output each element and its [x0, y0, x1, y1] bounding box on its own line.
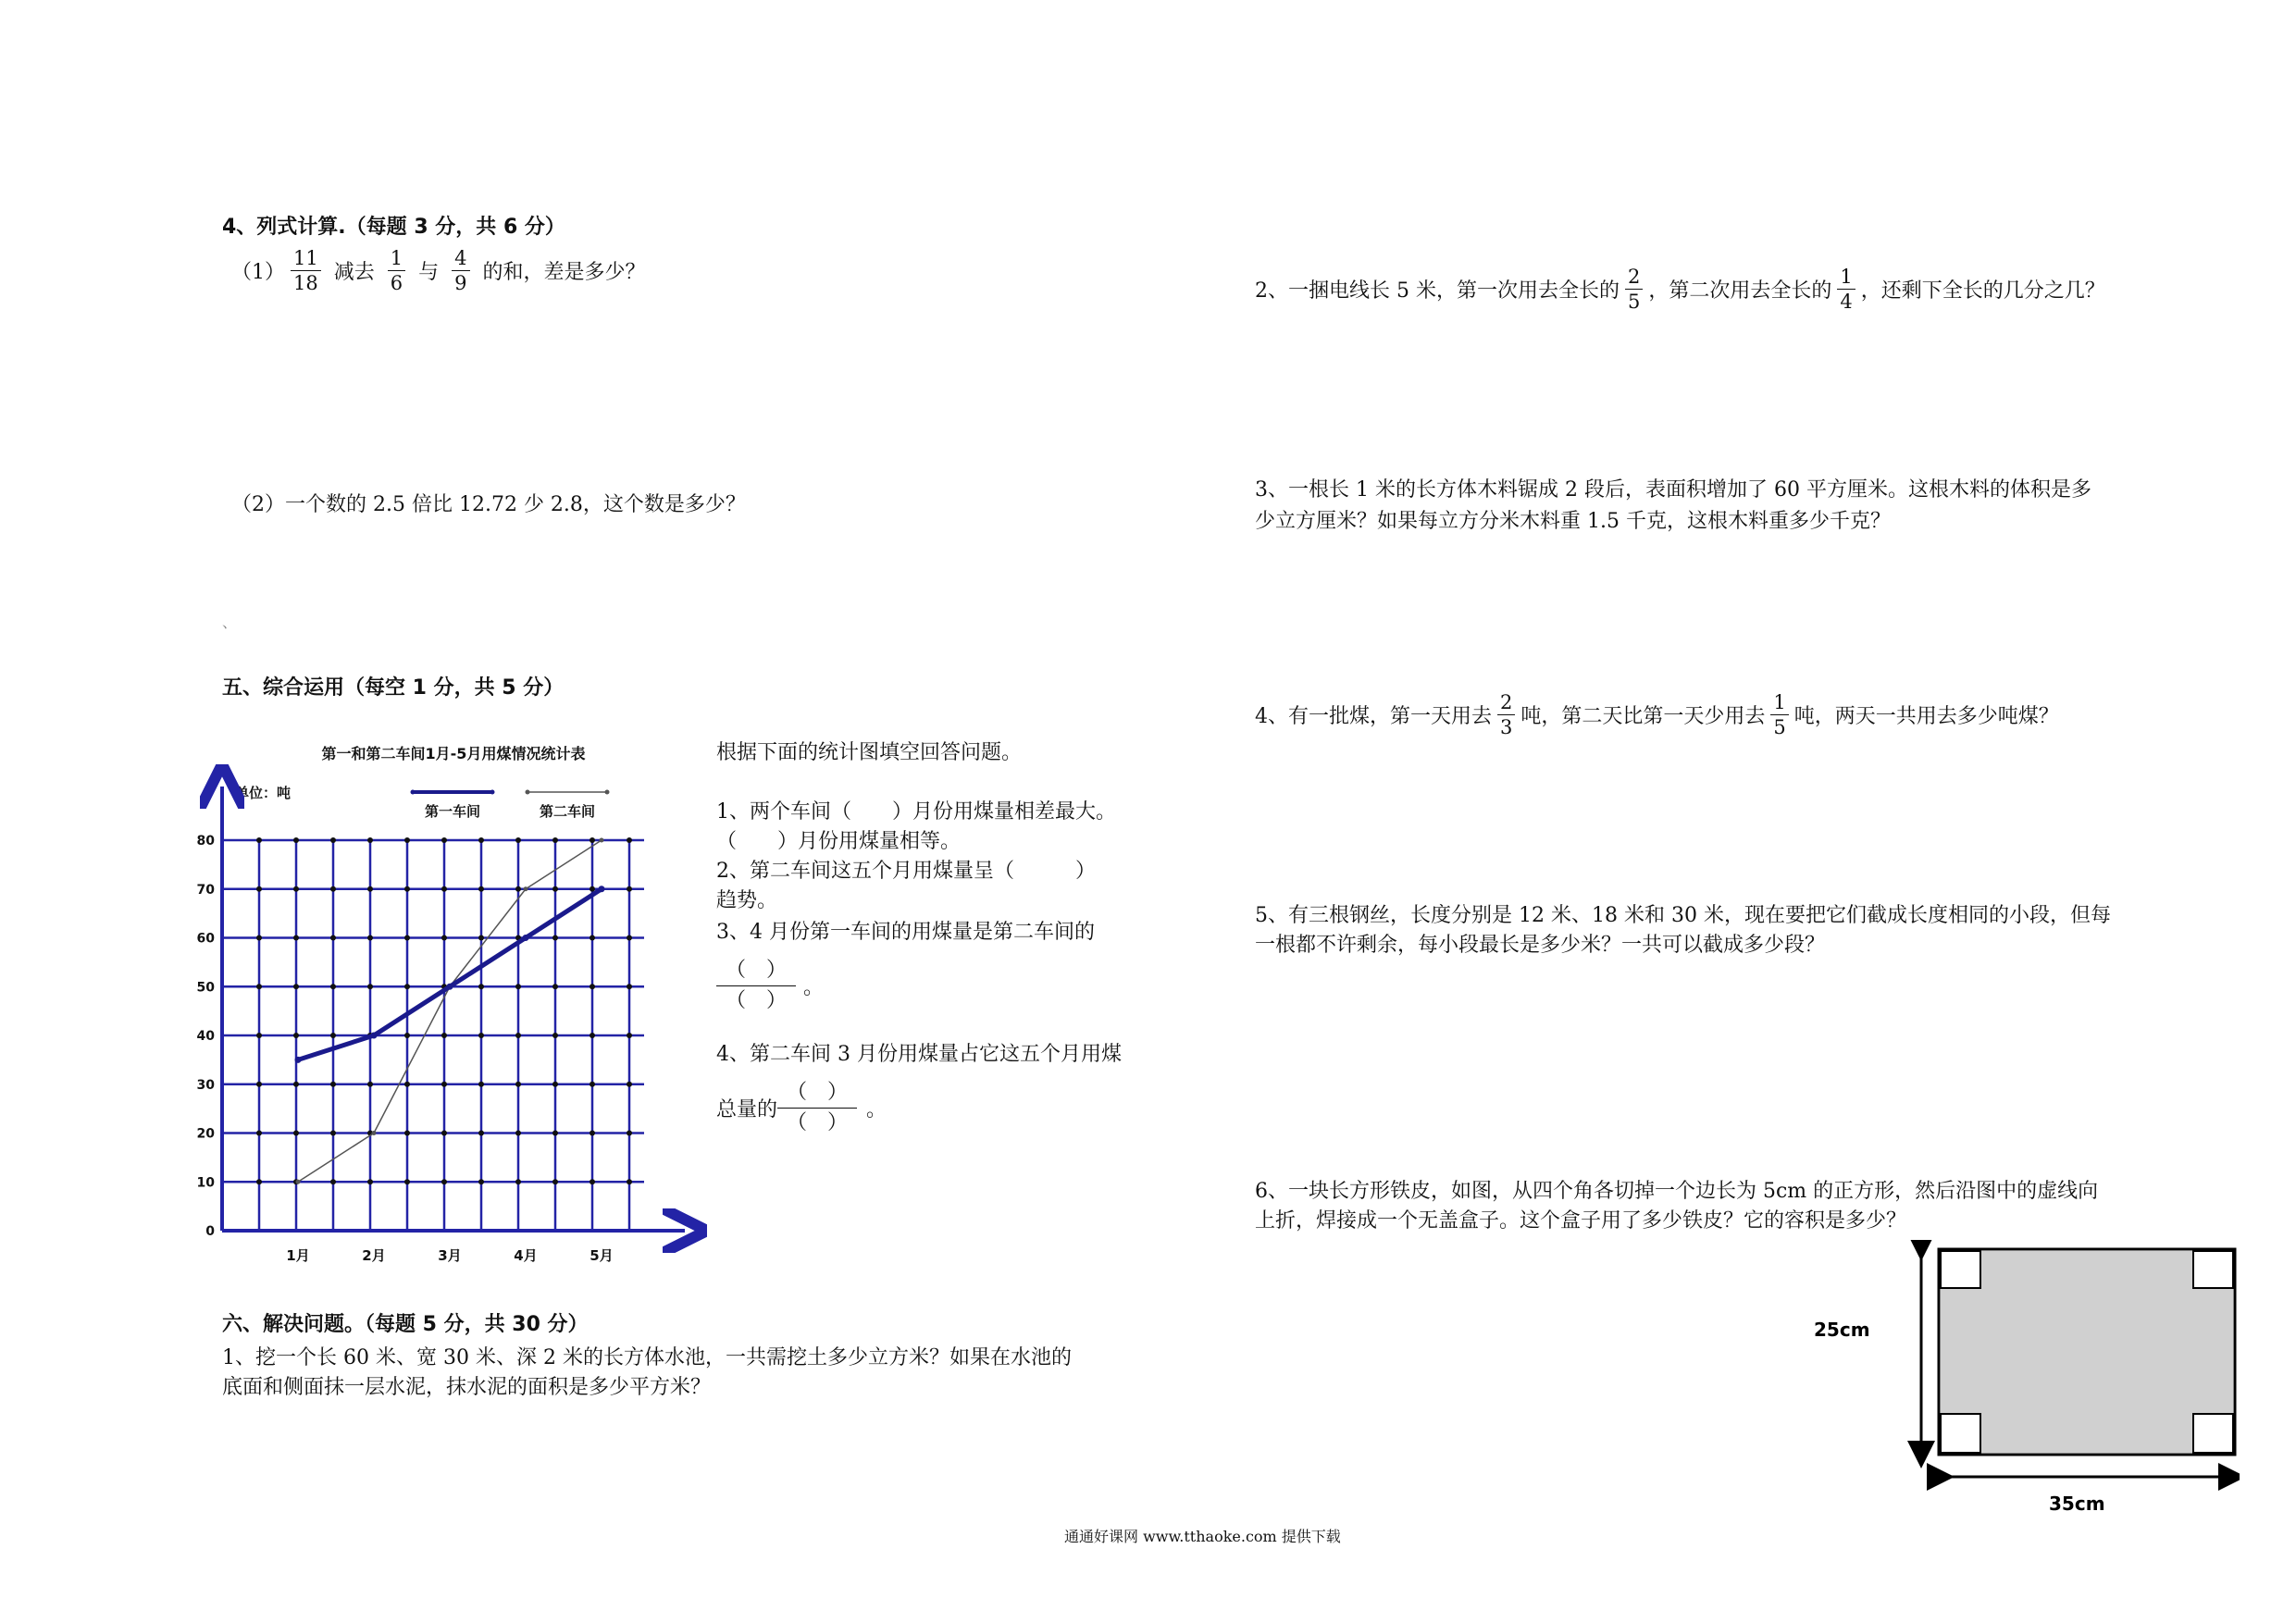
grid-dot	[404, 1082, 410, 1087]
legend-dot-end-2	[605, 790, 610, 795]
question-1-tail: 的和，差是多少？	[482, 261, 646, 285]
grid-dot	[404, 984, 410, 989]
grid-dot	[441, 1082, 447, 1087]
grid-dot	[552, 935, 558, 941]
grid-dot	[627, 935, 632, 941]
grid-dot	[552, 837, 558, 843]
grid-dot	[590, 1033, 595, 1038]
fill-question-4a: 4、第二车间 3 月份用煤量占它这五个月用煤	[716, 1043, 1122, 1066]
iron-sheet-svg	[1814, 1240, 2240, 1518]
grid-dot	[256, 837, 262, 843]
fill-question-4-prefix: 总量的	[716, 1098, 778, 1122]
right-question-3-line-1: 3、一根长 1 米的长方体木料锯成 2 段后，表面积增加了 60 平方厘米。这根木料的体积是多	[1255, 478, 2091, 502]
grid-dot	[627, 1082, 632, 1087]
iron-sheet-diagram	[1814, 1240, 2240, 1518]
grid-dot	[256, 1179, 262, 1184]
grid-dot	[367, 935, 373, 941]
grid-dot	[330, 837, 336, 843]
y-tick-label: 70	[196, 882, 215, 898]
right-question-4-text-b: 吨，第二天比第一天少用去	[1520, 705, 1766, 729]
grid-dot	[590, 984, 595, 989]
grid-dot	[627, 984, 632, 989]
grid-dot	[293, 1033, 299, 1038]
fill-question-3-end: 。	[803, 976, 825, 1000]
grid-dot	[515, 1179, 521, 1184]
grid-dot	[590, 837, 595, 843]
section-5-heading: 五、综合运用（每空 1 分，共 5 分）	[222, 676, 565, 700]
fill-question-1a: 1、两个车间（ ）月份用煤量相差最大。	[716, 800, 1116, 824]
grid-dot	[478, 837, 484, 843]
grid-dot	[256, 1082, 262, 1087]
grid-dot	[478, 984, 484, 989]
grid-dot	[256, 886, 262, 892]
grid-dot	[404, 886, 410, 892]
grid-dot	[590, 935, 595, 941]
grid-dot	[404, 1131, 410, 1136]
grid-dot	[478, 886, 484, 892]
chart-title: 第一和第二车间1月-5月用煤情况统计表	[321, 745, 586, 762]
fill-question-3-answer	[716, 959, 824, 1014]
section-6-heading: 六、解决问题。（每题 5 分，共 30 分）	[222, 1313, 589, 1336]
fraction-1-4: $\frac{1}{4}$	[1837, 266, 1855, 312]
grid-dot	[256, 1033, 262, 1038]
grid-dot	[256, 1131, 262, 1136]
y-tick-label: 10	[196, 1175, 215, 1191]
grid-dot	[330, 984, 336, 989]
grid-dot	[627, 837, 632, 843]
grid-dot	[441, 1033, 447, 1038]
height-label: 25cm	[1814, 1319, 1870, 1341]
question-1-label: （1）	[231, 261, 285, 285]
grid-dot	[552, 1082, 558, 1087]
grid-dot	[367, 1179, 373, 1184]
grid-dot	[441, 1131, 447, 1136]
grid-dot	[404, 1179, 410, 1184]
grid-dot	[293, 1082, 299, 1087]
fraction-2-3: $\frac{2}{3}$	[1497, 692, 1515, 737]
legend-label-2: 第二车间	[539, 803, 596, 820]
right-question-4-text-c: 吨，两天一共用去多少吨煤？	[1793, 705, 2059, 729]
series-point-1	[523, 935, 529, 941]
y-tick-label: 20	[196, 1126, 215, 1142]
question-1-and: 与	[418, 261, 440, 285]
grid-dot	[590, 1179, 595, 1184]
grid-dot	[478, 1082, 484, 1087]
right-question-2-text-c: ，还剩下全长的几分之几？	[1860, 279, 2105, 304]
grid-dot	[367, 886, 373, 892]
question-1-minus: 减去	[333, 261, 375, 285]
chart-intro: 根据下面的统计图填空回答问题。	[716, 741, 1023, 764]
grid-dot	[478, 1033, 484, 1038]
series-point-2	[372, 1131, 377, 1135]
grid-dot	[552, 984, 558, 989]
fraction-4-9: $\frac{4}{9}$	[452, 248, 469, 293]
grid-dot	[515, 886, 521, 892]
grid-dot	[330, 1082, 336, 1087]
grid-dot	[552, 1131, 558, 1136]
grid-dot	[515, 1131, 521, 1136]
corner-square-bottom-right	[2193, 1414, 2233, 1453]
right-question-4	[1255, 692, 2059, 737]
grid-dot	[515, 1082, 521, 1087]
fraction-11-18: $\frac{11}{18}$	[291, 248, 321, 293]
corner-square-top-right	[2193, 1251, 2233, 1288]
grid-dot	[441, 935, 447, 941]
x-tick-label: 4月	[514, 1247, 538, 1264]
grid-dot	[293, 935, 299, 941]
fill-question-4-answer	[716, 1081, 887, 1136]
grid-dot	[293, 1131, 299, 1136]
series-point-2	[600, 838, 604, 843]
width-label: 35cm	[2049, 1493, 2105, 1515]
grid-dot	[293, 837, 299, 843]
grid-dot	[441, 886, 447, 892]
y-tick-label: 80	[196, 834, 215, 849]
series-point-1	[447, 984, 453, 990]
series-point-2	[524, 886, 528, 891]
right-question-6-line-2: 上折，焊接成一个无盖盒子。这个盒子用了多少铁皮？它的容积是多少？	[1255, 1209, 1907, 1233]
grid-dot	[330, 935, 336, 941]
grid-dot	[515, 1033, 521, 1038]
x-tick-label: 3月	[438, 1247, 462, 1264]
grid-dot	[330, 1033, 336, 1038]
series-point-2	[296, 1180, 301, 1184]
grid-dot	[330, 1131, 336, 1136]
question-2: （2）一个数的 2.5 倍比 12.72 少 2.8，这个数是多少？	[231, 493, 746, 516]
x-tick-label: 5月	[590, 1247, 614, 1264]
chart-unit-label: 单位：吨	[235, 785, 292, 801]
legend-label-1: 第一车间	[424, 803, 481, 820]
fraction-1-6: $\frac{1}{6}$	[388, 248, 405, 293]
grid-dot	[590, 886, 595, 892]
chart-svg	[194, 731, 713, 1277]
grid-dot	[478, 1131, 484, 1136]
fill-question-2b: 趋势。	[716, 889, 778, 912]
grid-dot	[404, 837, 410, 843]
fill-question-4-end: 。	[866, 1098, 887, 1122]
grid-dot	[256, 935, 262, 941]
coal-usage-chart	[194, 731, 713, 1277]
sheet-shaded-area	[1941, 1251, 2233, 1453]
x-tick-label: 2月	[362, 1247, 386, 1264]
y-tick-label: 60	[196, 931, 215, 947]
corner-square-top-left	[1941, 1251, 1980, 1288]
grid-dot	[478, 935, 484, 941]
grid-dot	[552, 1179, 558, 1184]
right-question-3-line-2: 少立方厘米？如果每立方分米木料重 1.5 千克，这根木料重多少千克？	[1255, 510, 1891, 533]
blank-fraction-4[interactable]: $\frac{( )}{( )}$	[777, 1081, 857, 1136]
y-tick-label: 0	[205, 1224, 215, 1239]
right-question-4-text-a: 4、有一批煤，第一天用去	[1255, 705, 1492, 729]
series-point-1	[371, 1033, 378, 1039]
fraction-2-5: $\frac{2}{5}$	[1625, 266, 1643, 312]
legend-dot-start-1	[411, 790, 416, 795]
grid-dot	[441, 1179, 447, 1184]
legend-dot-end-1	[490, 790, 495, 795]
section-6-question-1-line-2: 底面和侧面抹一层水泥，抹水泥的面积是多少平方米？	[222, 1376, 712, 1399]
grid-dot	[367, 984, 373, 989]
series-point-1	[599, 886, 605, 892]
grid-dot	[627, 886, 632, 892]
grid-dot	[590, 1082, 595, 1087]
grid-dot	[478, 1179, 484, 1184]
fraction-1-5: $\frac{1}{5}$	[1770, 692, 1788, 737]
grid-dot	[293, 886, 299, 892]
footer-credit: 通通好课网 www.tthaoke.com 提供下载	[1064, 1528, 1341, 1545]
fill-question-2a: 2、第二车间这五个月用煤量呈（ ）	[716, 860, 1096, 883]
corner-square-bottom-left	[1941, 1414, 1980, 1453]
section-4-heading: 4、列式计算.（每题 3 分，共 6 分）	[222, 216, 565, 239]
grid-dot	[367, 1082, 373, 1087]
grid-dot	[404, 935, 410, 941]
blank-fraction-3[interactable]: $\frac{( )}{( )}$	[716, 959, 796, 1014]
fill-question-1b: （ ）月份用煤量相等。	[716, 830, 962, 853]
grid-dot	[256, 984, 262, 989]
grid-dot	[627, 1131, 632, 1136]
grid-dot	[627, 1179, 632, 1184]
grid-dot	[515, 984, 521, 989]
grid-dot	[367, 837, 373, 843]
y-tick-label: 50	[196, 980, 215, 996]
stray-mark: 、	[222, 613, 238, 631]
series-point-1	[295, 1057, 302, 1063]
right-question-5-line-1: 5、有三根钢丝，长度分别是 12 米、18 米和 30 米，现在要把它们截成长度相同的小段，但每	[1255, 904, 2111, 927]
right-question-6-line-1: 6、一块长方形铁皮，如图，从四个角各切掉一个边长为 5cm 的正方形，然后沿图中的虚线向	[1255, 1180, 2099, 1203]
grid-dot	[627, 1033, 632, 1038]
grid-dot	[552, 886, 558, 892]
right-question-2	[1255, 266, 2105, 312]
grid-dot	[441, 837, 447, 843]
grid-dot	[590, 1131, 595, 1136]
grid-dot	[330, 1179, 336, 1184]
right-question-5-line-2: 一根都不许剩余，每小段最长是多少米？一共可以截成多少段？	[1255, 934, 1826, 957]
grid-dot	[330, 886, 336, 892]
grid-dot	[404, 1033, 410, 1038]
right-question-2-text-b: ，第二次用去全长的	[1648, 279, 1832, 304]
fill-question-3a: 3、4 月份第一车间的用煤量是第二车间的	[716, 921, 1095, 944]
grid-dot	[515, 837, 521, 843]
y-tick-label: 30	[196, 1077, 215, 1093]
right-question-2-text-a: 2、一捆电线长 5 米，第一次用去全长的	[1255, 279, 1620, 304]
question-1	[231, 248, 646, 293]
section-6-question-1-line-1: 1、挖一个长 60 米、宽 30 米、深 2 米的长方体水池，一共需挖土多少立方米？如果在水池的	[222, 1346, 1072, 1369]
grid-dot	[293, 984, 299, 989]
x-tick-label: 1月	[286, 1247, 310, 1264]
grid-dot	[552, 1033, 558, 1038]
legend-dot-start-2	[526, 790, 530, 795]
y-tick-label: 40	[196, 1029, 215, 1044]
